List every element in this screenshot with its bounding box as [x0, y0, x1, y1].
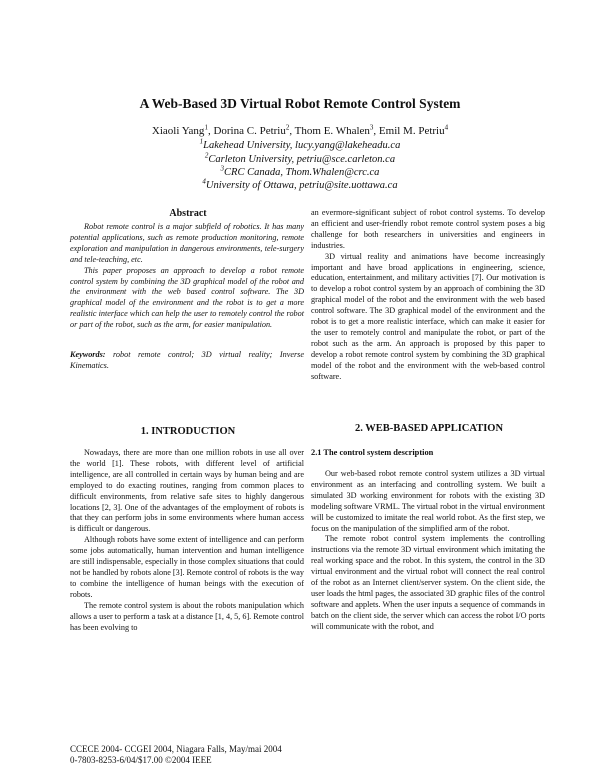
introduction-body: [70, 448, 304, 633]
author-list: [0, 125, 600, 137]
abstract-body: [70, 222, 304, 331]
body-paragraph: The remote control system is about the robots manipulation which allows a user to perform a task at a distance [1, 4, 5, 6]. Remote control has been evolving to: [70, 600, 304, 632]
author: Thom E. Whalen$^3$,: [294, 123, 379, 137]
abstract-paragraph: This paper proposes an approach to develop a robot remote control system by combining the 3D graphical model of the robot and the environment with the web based control software. The 3D graphical model of the environment and the robot is to get a more realistic interface which can help the user to remotely control the robot or part of the robot, such as the arm, for easier manipulation.: [70, 265, 304, 330]
author: Emil M. Petriu$^4$: [378, 123, 449, 137]
paper-title: A Web-Based 3D Virtual Robot Remote Control System: [139, 96, 461, 111]
subsection-heading: 2.1 The control system description: [311, 448, 434, 457]
keywords-text: robot remote control; 3D virtual reality; Inverse Kinematics.: [70, 350, 304, 370]
keywords-label: Keywords:: [70, 350, 106, 359]
body-paragraph: an evermore-significant subject of robot control systems. To develop an efficient and user-friendly robot remote control system poses a big challenge for both researchers in universities and engineers in industries.: [311, 208, 545, 250]
body-paragraph: The remote robot control system implements the controlling instructions via the remote 3D virtual environment which imitating the real working space and the robot. In this system, the control in the 3D virtual environment and the virtual robot will connect the real control of the robot as an Internet client/server system. On the client side, the user loads the html pages, the associated 3D graphic files of the control software and applets. When the user inputs a sequence of commands in batch on the client side, the server which can access the robot I/O ports will communicate with the robot, and: [311, 534, 545, 631]
author: Dorina C. Petriu$^2$,: [213, 123, 295, 137]
affiliation: $^2$Carleton University, petriu@sce.carleton.ca: [204, 151, 396, 165]
body-paragraph: 3D virtual reality and animations have become increasingly important and have broad applications in engineering, science, education, entertainment, and military activities [7]. Our motivation is to develop a robot control system by an approach of combining the 3D graphical model of the robot and the environment with the web based control software. The 3D graphical model of the environment and the robot is to get a more realistic interface, which can make it easier for the user to remotely control and manipulate the robot, or part of the robot such as the arm. An approach is proposed by this paper to develop a robot remote control system by combining the 3D graphical model of the robot and the environment with the web-based control software.: [311, 251, 545, 381]
body-paragraph: Although robots have some extent of intelligence and can perform some jobs automatically, human intervention and human intelligence are still indispensable, especially in those complex situations that could not be handled by robots alone [3]. Remote control of robots is the way to combine the intelligence of human beings with the execution of robots.: [70, 535, 304, 599]
web-application-body: [311, 469, 545, 633]
section-heading-introduction: 1. INTRODUCTION: [140, 426, 236, 437]
abstract-heading: Abstract: [169, 208, 207, 219]
author: Xiaoli Yang$^1$,: [151, 123, 214, 137]
section-heading-web-based-application: 2. WEB-BASED APPLICATION: [354, 423, 504, 434]
body-paragraph: Nowadays, there are more than one million robots in use all over the world [1]. These robots, with different level of artificial intelligence, are all controlled in certain ways by human being and are employed to do exacting routines, ranging from common places to difficult environments, from relative safe sites to highly dangerous locations [2, 3]. One of the advantages of the employment of robots is that they can perform jobs in some environments where human access is difficult or dangerous.: [70, 448, 304, 534]
copyright-line: 0-7803-8253-6/04/$17.00 ©2004 IEEE: [70, 755, 212, 765]
page-footer: [70, 744, 282, 766]
abstract-paragraph: Robot remote control is a major subfield of robotics. It has many potential applications, such as remote production monitoring, remote exploration and manipulation in dangerous environments, tele-surgery and tele-teaching, etc.: [70, 222, 304, 264]
keywords: [70, 350, 304, 372]
affiliation: $^1$Lakehead University, lucy.yang@lakeheadu.ca: [199, 137, 401, 151]
right-column-intro-continued: [311, 208, 545, 383]
affiliation: $^4$University of Ottawa, petriu@site.uottawa.ca: [202, 177, 398, 191]
conference-line: CCECE 2004- CCGEI 2004, Niagara Falls, May/mai 2004: [70, 744, 282, 754]
affiliation: $^3$CRC Canada, Thom.Whalen@crc.ca: [220, 164, 380, 178]
body-paragraph: Our web-based robot remote control system utilizes a 3D virtual environment as an interfacing and controlling system. We built a simulated 3D working environment for robots with the existing 3D modeling software VRML. The virtual robot in the virtual environment will be customized to imitate the real world robot. As the first step, we focus on the manipulation of the simplified arm of the robot.: [311, 469, 545, 533]
